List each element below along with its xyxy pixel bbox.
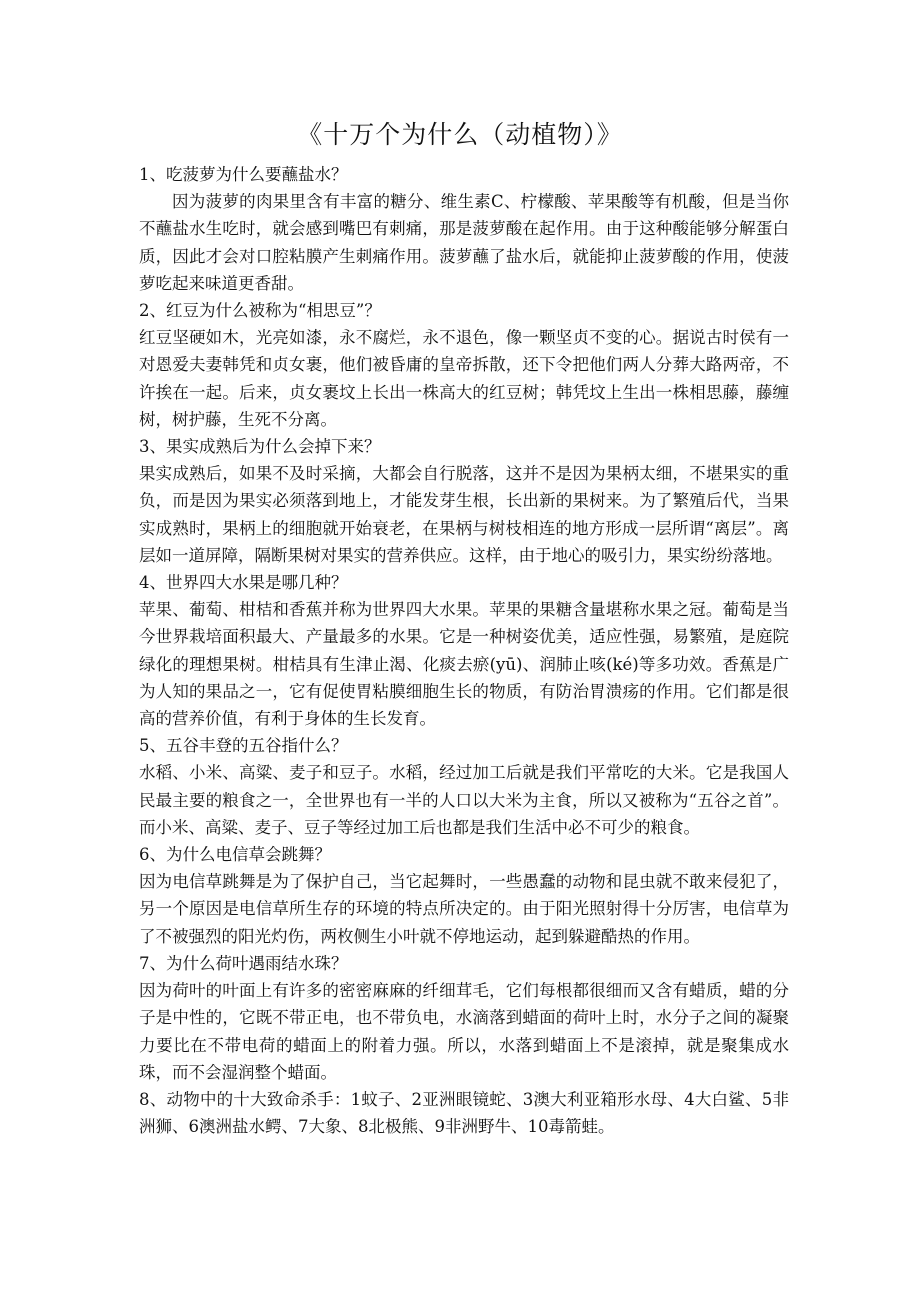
answer-7: 因为荷叶的叶面上有许多的密密麻麻的纤细茸毛，它们每根都很细而又含有蜡质，蜡的分子是中性的，它既不带正电，也不带负电，水滴落到蜡面的荷叶上时，水分子之间的凝聚力要比在不带电荷的蜡面上的附着力强。所以，水落到蜡面上不是滚掉，就是聚集成水珠，而不会湿润整个蜡面。 bbox=[139, 981, 789, 1082]
question-3: 3、果实成熟后为什么会掉下来？ bbox=[139, 437, 381, 457]
question-2: 2、红豆为什么被称为“相思豆”？ bbox=[139, 301, 381, 321]
answer-6: 因为电信草跳舞是为了保护自己，当它起舞时，一些愚蠢的动物和昆虫就不敢来侵犯了，另一个原因是电信草所生存的环境的特点所决定的。由于阳光照射得十分厉害，电信草为了不被强烈的阳光灼伤，两枚侧生小叶就不停地运动，起到躲避酷热的作用。 bbox=[139, 872, 789, 946]
answer-1: 因为菠萝的肉果里含有丰富的糖分、维生素C、柠檬酸、苹果酸等有机酸，但是当你不蘸盐水生吃时，就会感到嘴巴有刺痛，那是菠萝酸在起作用。由于这种酸能够分解蛋白质，因此才会对口腔粘膜产生刺痛作用。菠萝蘸了盐水后，就能抑止菠萝酸的作用，使菠萝吃起来味道更香甜。 bbox=[139, 192, 789, 293]
question-6: 6、为什么电信草会跳舞？ bbox=[139, 845, 331, 865]
answer-3: 果实成熟后，如果不及时采摘，大都会自行脱落，这并不是因为果柄太细，不堪果实的重负，而是因为果实必须落到地上，才能发芽生根，长出新的果树来。为了繁殖后代，当果实成熟时，果柄上的细胞就开始衰老，在果柄与树枝相连的地方形成一层所谓“离层”。离层如一道屏障，隔断果树对果实的营养供应。这样，由于地心的吸引力，果实纷纷落地。 bbox=[139, 464, 789, 565]
answer-2: 红豆坚硬如木，光亮如漆，永不腐烂，永不退色，像一颗坚贞不变的心。据说古时侯有一对恩爱夫妻韩凭和贞女裹，他们被昏庸的皇帝拆散，还下令把他们两人分葬大路两帝，不许挨在一起。后来，贞女裹坟上长出一株高大的红豆树；韩凭坟上生出一株相思藤，藤缠树，树护藤，生死不分离。 bbox=[139, 328, 789, 429]
document-title: 《十万个为什么（动植物）》 bbox=[297, 120, 623, 149]
question-7: 7、为什么荷叶遇雨结水珠？ bbox=[139, 953, 348, 973]
answer-5: 水稻、小米、高粱、麦子和豆子。水稻，经过加工后就是我们平常吃的大米。它是我国人民最主要的粮食之一，全世界也有一半的人口以大米为主食，所以又被称为“五谷之首”。而小米、高粱、麦子、豆子等经过加工后也都是我们生活中必不可少的粮食。 bbox=[139, 763, 789, 837]
question-1: 1、吃菠萝为什么要蘸盐水？ bbox=[139, 165, 348, 184]
question-4: 4、世界四大水果是哪几种？ bbox=[139, 573, 348, 593]
question-5: 5、五谷丰登的五谷指什么？ bbox=[139, 736, 348, 756]
document-body bbox=[139, 161, 789, 1140]
question-8: 8、动物中的十大致命杀手：1蚊子、2亚洲眼镜蛇、3澳大利亚箱形水母、4大白鲨、5非洲狮、6澳洲盐水鳄、7大象、8北极熊、9非洲野牛、10毒箭蛙。 bbox=[139, 1089, 789, 1137]
answer-4: 苹果、葡萄、柑桔和香蕉并称为世界四大水果。苹果的果糖含量堪称水果之冠。葡萄是当今世界栽培面积最大、产量最多的水果。它是一种树姿优美，适应性强，易繁殖，是庭院绿化的理想果树。柑桔具有生津止渴、化痰去瘀(yū)、润肺止咳(ké)等多功效。香蕉是广为人知的果品之一，它有促使胃粘膜细胞生长的物质，有防治胃溃疡的作用。它们都是很高的营养价值，有利于身体的生长发育。 bbox=[139, 600, 789, 729]
